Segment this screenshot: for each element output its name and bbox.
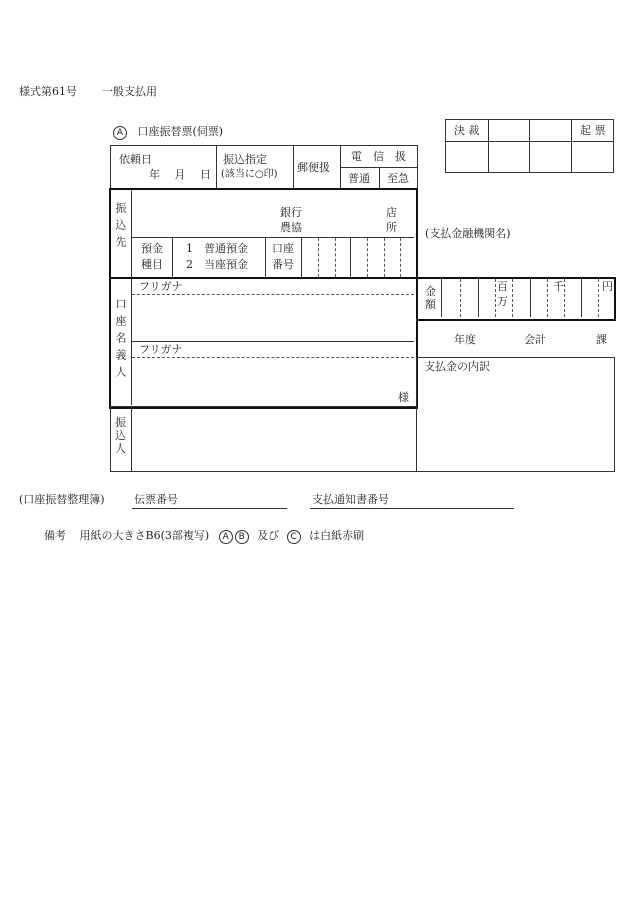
drafter-label: 起 票	[580, 124, 606, 137]
remarks-label: 備考	[44, 529, 66, 542]
bank-label: 銀行	[280, 206, 302, 219]
deposit-type-label: 種目	[141, 258, 163, 271]
voucher-number-label: 伝票番号	[134, 493, 178, 506]
honorific-sama: 様	[398, 391, 409, 404]
account-number-label: 番号	[272, 258, 294, 271]
breakdown-label: 支払金の内訳	[424, 360, 490, 373]
recipient-label: 振込先	[114, 202, 127, 253]
telegraph-option: 電 信 扱	[351, 150, 406, 163]
hyaku-unit: 百	[497, 280, 508, 293]
furigana-label-2: フリガナ	[139, 343, 183, 356]
account-holder-label: 口座名義人	[114, 298, 127, 383]
normal-option: 普通	[348, 172, 370, 185]
postal-option: 郵便扱	[297, 161, 330, 174]
deposit-type-checking: 2 当座預金	[186, 258, 248, 271]
top-row	[110, 145, 418, 190]
notice-number-label: 支払通知書番号	[312, 493, 389, 506]
en-unit: 円	[602, 280, 613, 293]
paper-note: は白紙赤刷	[309, 529, 365, 542]
sen-unit: 千	[553, 280, 564, 293]
urgent-option: 至急	[387, 172, 409, 185]
section-label: 課	[596, 333, 607, 346]
deposit-type-savings: 1 普通預金	[186, 242, 248, 255]
recipient-section	[109, 188, 418, 409]
amount-label-2: 額	[425, 298, 436, 311]
transfer-note: (該当に○印)	[221, 169, 278, 180]
fiscal-year-label: 年度	[454, 333, 476, 346]
circled-a-mark-footer: A	[219, 530, 233, 544]
breakdown-box	[416, 357, 615, 472]
sender-label: 振込人	[115, 416, 126, 456]
date-units: 年 月 日	[149, 168, 211, 181]
transfer-label: 振込指定	[223, 153, 267, 166]
remarks-text: 用紙の大きさB6(3部複写)	[79, 529, 210, 542]
ledger-label: (口座振替整理簿)	[19, 493, 105, 506]
request-date-label: 依頼日	[119, 153, 152, 166]
account-label: 口座	[272, 242, 294, 255]
circled-a-mark: A	[113, 126, 127, 140]
deposit-label: 預金	[141, 242, 163, 255]
form-number: 様式第61号	[19, 85, 77, 98]
furigana-label-1: フリガナ	[139, 280, 183, 293]
sender-box	[110, 406, 417, 472]
form-title: 口座振替票(伺票)	[137, 125, 224, 138]
branch-label: 店	[386, 206, 397, 219]
man-unit: 万	[497, 295, 508, 308]
circled-b-mark-footer: B	[235, 530, 249, 544]
amount-box	[416, 277, 616, 321]
form-type: 一般支払用	[102, 85, 157, 98]
approval-box	[445, 119, 614, 173]
form-title-row	[112, 126, 223, 140]
office-label: 所	[386, 221, 397, 234]
conjunction-text: 及び	[257, 529, 280, 542]
institution-label: (支払金融機関名)	[425, 227, 511, 240]
remarks-row	[44, 530, 364, 544]
circled-c-mark-footer: C	[287, 530, 301, 544]
amount-label-1: 金	[425, 285, 436, 298]
approval-label: 決 裁	[454, 124, 480, 137]
account-type-label: 会計	[524, 333, 546, 346]
coop-label: 農協	[280, 221, 302, 234]
